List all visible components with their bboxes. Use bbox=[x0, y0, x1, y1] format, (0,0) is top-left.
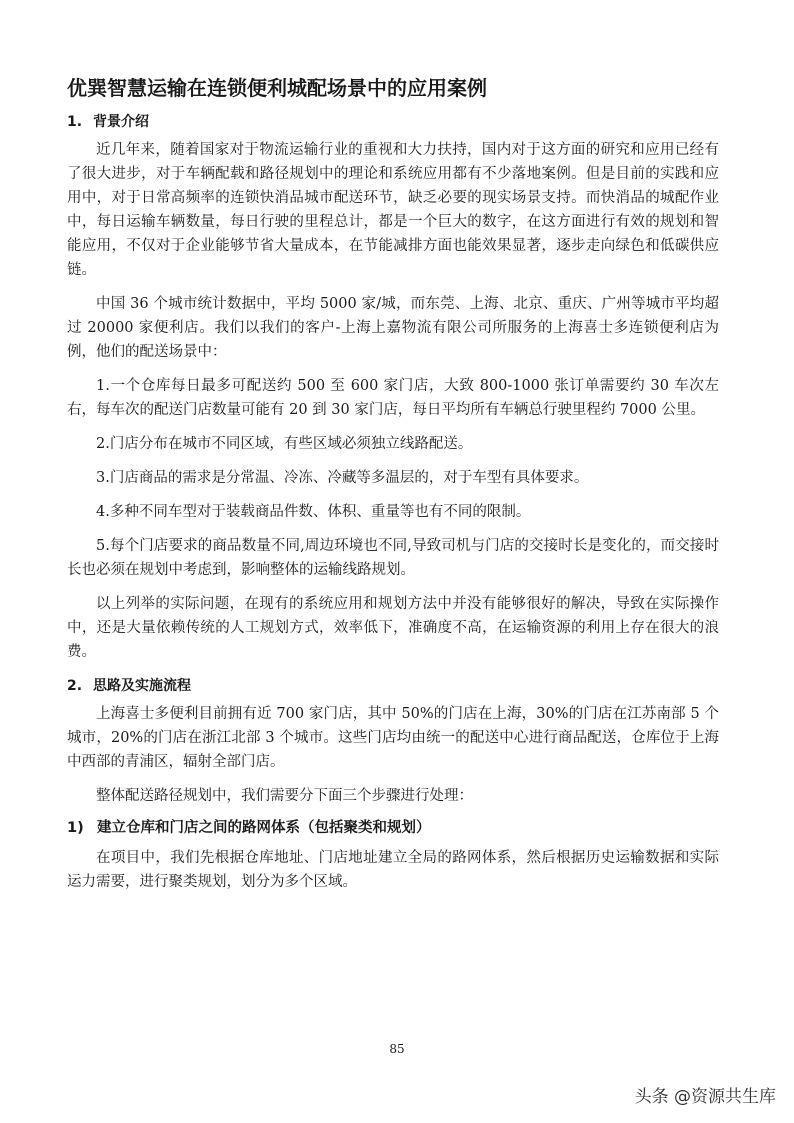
section-heading-background bbox=[67, 110, 719, 134]
section-title: 思路及实施流程 bbox=[93, 678, 191, 694]
watermark-text: 头条 @资源共生库 bbox=[634, 1087, 776, 1107]
page-number: 85 bbox=[389, 1042, 405, 1056]
document-title: 优巽智慧运输在连锁便利城配场景中的应用案例 bbox=[67, 76, 487, 100]
paragraph: 以上列举的实际问题，在现有的系统应用和规划方法中并没有能够很好的解决，导致在实际操作中，还是大量依赖传统的人工规划方式，效率低下，准确度不高，在运输资源的利用上存在很大的浪费。 bbox=[67, 596, 719, 660]
list-item: 1.一个仓库每日最多可配送约 500 至 600 家门店，大致 800-1000 张订单需要约 30 车次左右，每车次的配送门店数量可能有 20 到 30 家门店，每日平均所有车辆总行驶里程约 7000 公里。 bbox=[67, 378, 719, 418]
paragraph: 上海喜士多便利目前拥有近 700 家门店，其中 50%的门店在上海，30%的门店在江苏南部 5 个城市，20%的门店在浙江北部 3 个城市。这些门店均由统一的配送中心进行商品配送，仓库位于上海中西部的青浦区，辐射全部门店。 bbox=[67, 706, 719, 770]
section-heading-approach bbox=[67, 674, 719, 698]
subsection-number: 1) bbox=[67, 820, 84, 836]
section-number: 2. bbox=[67, 678, 83, 694]
section-title: 背景介绍 bbox=[93, 114, 149, 130]
paragraph: 近几年来，随着国家对于物流运输行业的重视和大力扶持，国内对于这方面的研究和应用已经有了很大进步，对于车辆配载和路径规划中的理论和系统应用都有不少落地案例。但是目前的实践和应用中，对于日常高频率的连锁快消品城市配送环节，缺乏必要的现实场景支持。而快消品的城配作业中，每日运输车辆数量，每日行驶的里程总计，都是一个巨大的数字，在这方面进行有效的规划和智能应用，不仅对于企业能够节省大量成本，在节能减排方面也能效果显著，逐步走向绿色和低碳供应链。 bbox=[67, 142, 719, 278]
section-number: 1. bbox=[67, 114, 83, 130]
list-item: 2.门店分布在城市不同区域，有些区域必须独立线路配送。 bbox=[96, 436, 473, 452]
list-item: 5.每个门店要求的商品数量不同,周边环境也不同,导致司机与门店的交接时长是变化的，而交接时长也必须在规划中考虑到，影响整体的运输线路规划。 bbox=[67, 538, 719, 578]
paragraph: 整体配送路径规划中，我们需要分下面三个步骤进行处理： bbox=[96, 788, 473, 804]
paragraph: 中国 36 个城市统计数据中，平均 5000 家/城，而东莞、上海、北京、重庆、广州等城市平均超过 20000 家便利店。我们以我们的客户-上海上嘉物流有限公司所服务的上海喜士多连锁便利店为例，他们的配送场景中： bbox=[67, 296, 719, 360]
subsection-title: 建立仓库和门店之间的路网体系（包括聚类和规划） bbox=[97, 820, 431, 836]
subsection-heading-road-network bbox=[67, 816, 719, 840]
paragraph: 在项目中，我们先根据仓库地址、门店地址建立全局的路网体系，然后根据历史运输数据和实际运力需要，进行聚类规划，划分为多个区域。 bbox=[67, 850, 719, 890]
list-item: 3.门店商品的需求是分常温、冷冻、冷藏等多温层的，对于车型有具体要求。 bbox=[96, 470, 589, 486]
document-page bbox=[67, 74, 719, 904]
list-item: 4.多种不同车型对于装载商品件数、体积、重量等也有不同的限制。 bbox=[96, 504, 531, 520]
